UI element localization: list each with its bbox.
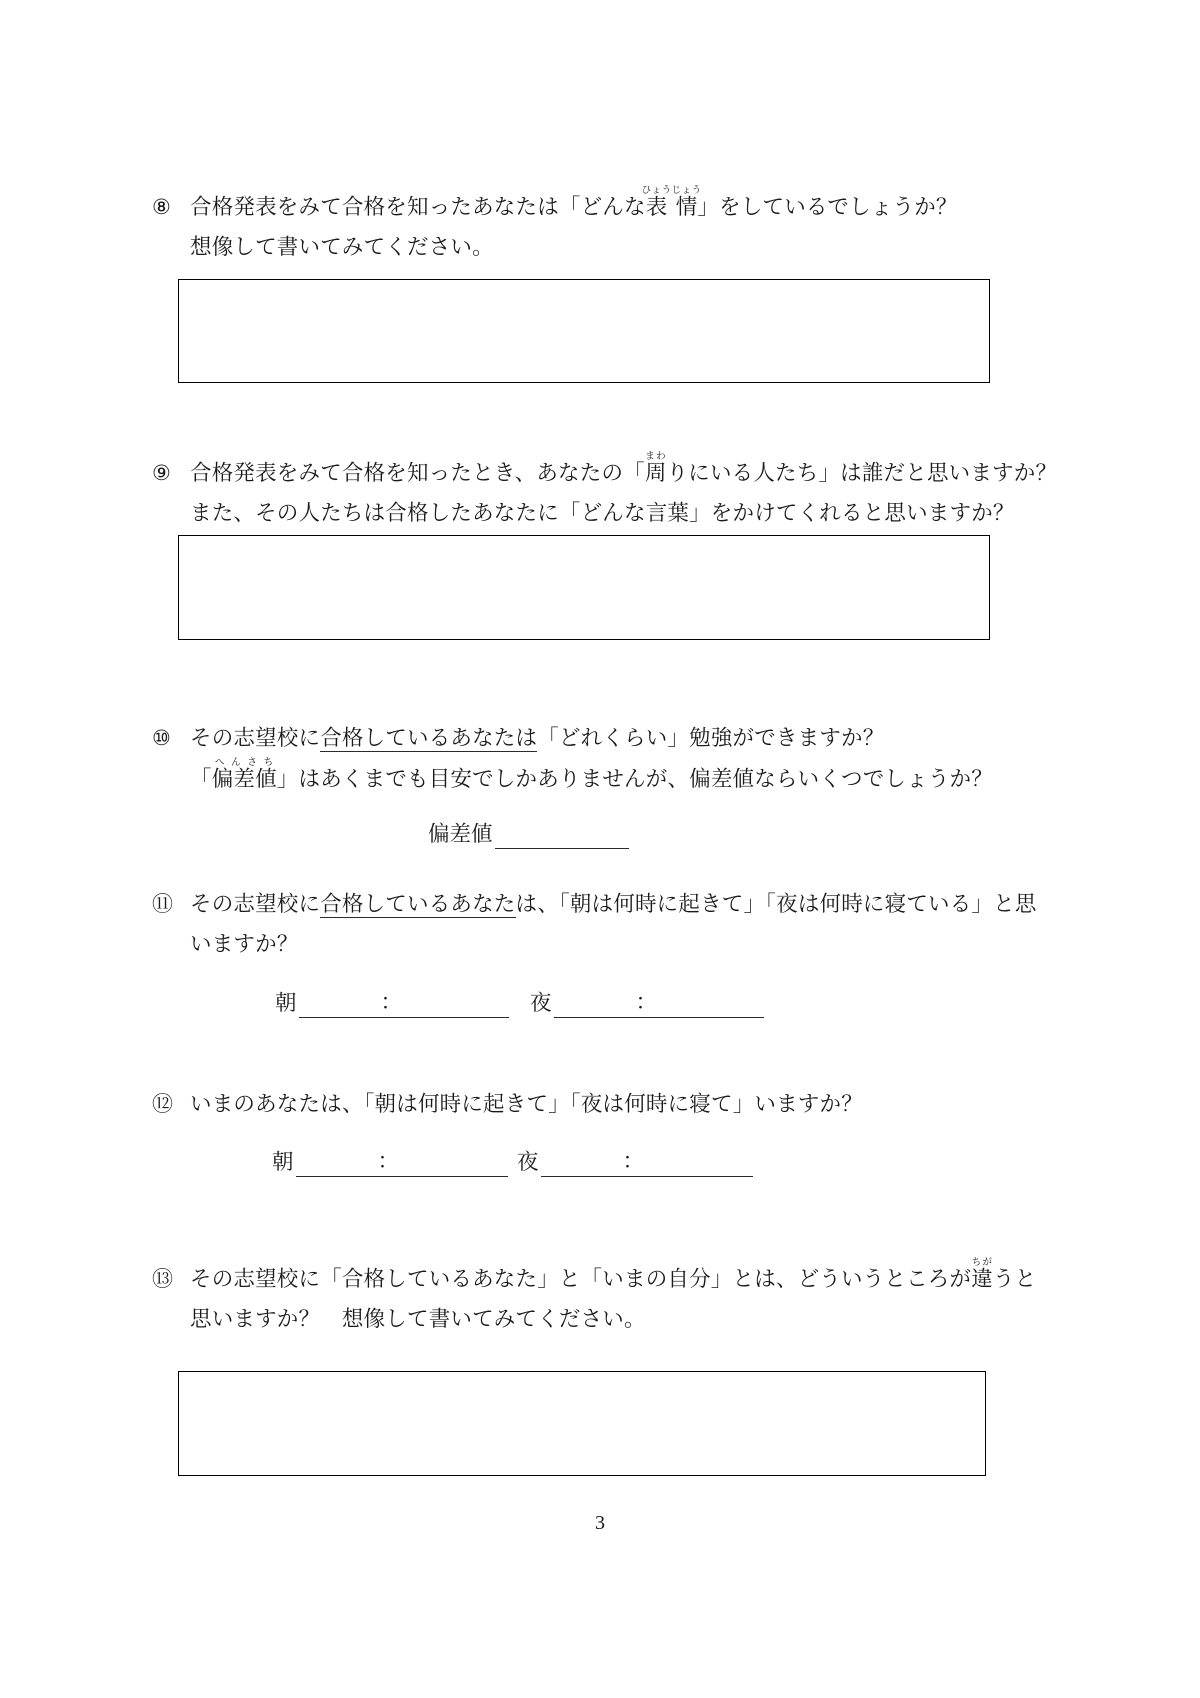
ruby-text-mawari: まわ: [644, 452, 667, 462]
question-10-text-part-c: 「: [190, 767, 212, 791]
answer-box-question-13[interactable]: [178, 1371, 986, 1476]
question-12-morning-row: [272, 1146, 508, 1177]
question-13-number: ⑬: [152, 1267, 174, 1291]
question-8-line-1: [152, 186, 1048, 227]
question-11-line-2: [152, 924, 1048, 964]
ruby-hensachi: [211, 758, 277, 791]
question-12-morning-input-line[interactable]: [296, 1146, 508, 1177]
page-number: 3: [595, 1512, 605, 1534]
ruby-base-hyoujou: 表情: [641, 195, 702, 219]
question-10-text-line-1: [190, 718, 1048, 758]
question-11-underlined-phrase: 合格しているあなた: [320, 892, 516, 916]
question-9-number: ⑨: [152, 461, 172, 485]
question-9-text-line-1: [190, 452, 1057, 493]
question-12-text-line-1: いまのあなたは、「朝は何時に起きて」「夜は何時に寝て」いますか？: [190, 1092, 863, 1116]
question-12-night-input-line[interactable]: [541, 1146, 753, 1177]
question-8-text-part-a: 合格発表をみて合格を知ったあなたは「どんな: [190, 195, 646, 219]
question-block-8: [152, 186, 1048, 267]
question-10-underlined-phrase: 合格しているあなたは: [320, 726, 538, 750]
question-10-line-2: [152, 758, 1048, 799]
question-13-text-part-a: その志望校に「合格しているあなた」と「いまの自分」とは、どういうところが: [190, 1267, 972, 1291]
question-12-night-row: [517, 1146, 753, 1177]
answer-box-question-9[interactable]: [178, 535, 990, 640]
ruby-hyoujou: [641, 186, 702, 219]
question-11-number: ⑪: [152, 892, 174, 916]
question-10-number: ⑩: [152, 726, 172, 750]
question-10-text-part-b: 「どれくらい」勉強ができますか？: [537, 726, 885, 750]
question-10-line-1: [152, 718, 1048, 758]
question-8-line-2: [152, 227, 1048, 267]
question-13-line-1: [152, 1258, 1048, 1299]
ruby-text-hyoujou: ひょうじょう: [641, 186, 702, 196]
question-9-text-part-a: 合格発表をみて合格を知ったとき、あなたの「: [190, 461, 645, 485]
question-block-10: [152, 718, 1048, 799]
question-8-number: ⑧: [152, 195, 172, 219]
question-11-morning-label: 朝: [275, 991, 297, 1015]
question-11-night-colon: ：: [635, 990, 658, 1014]
question-11-night-input-line[interactable]: [554, 987, 764, 1018]
question-13-text-line-2: 思いますか？ 想像して書いてみてください。: [190, 1307, 646, 1331]
question-block-9: [152, 452, 1058, 533]
question-11-night-row: [530, 987, 764, 1018]
question-10-text-part-d: 」はあくまでも目安でしかありませんが、偏差値ならいくつでしょうか？: [276, 767, 993, 791]
question-11-morning-row: [275, 987, 509, 1018]
question-12-night-colon: ：: [622, 1149, 645, 1173]
question-13-line-2: [152, 1299, 1048, 1339]
question-12-morning-label: 朝: [272, 1150, 294, 1174]
question-9-text-line-2: また、その人たちは合格したあなたに「どんな言葉」をかけてくれると思いますか？: [190, 501, 1015, 525]
question-8-text-line-2: 想像して書いてみてください。: [190, 235, 494, 259]
question-11-text-part-b: は、「朝は何時に起きて」「夜は何時に寝ている」と思: [515, 892, 1037, 916]
question-9-line-2: [152, 493, 1048, 533]
question-13-text-line-1: [190, 1258, 1048, 1299]
question-11-text-line-2: いますか？: [190, 932, 299, 956]
answer-box-question-8[interactable]: [178, 279, 990, 383]
question-11-text-part-a: その志望校に: [190, 892, 321, 916]
question-11-morning-colon: ：: [380, 990, 403, 1014]
ruby-base-hensachi: 偏差値: [211, 767, 277, 791]
question-11-morning-input-line[interactable]: [299, 987, 509, 1018]
question-8-text-part-b: 」をしているでしょうか？: [697, 195, 958, 219]
question-block-11: [152, 884, 1048, 964]
question-10-text-part-a: その志望校に: [190, 726, 321, 750]
question-11-line-1: [152, 884, 1048, 924]
question-11-night-label: 夜: [530, 991, 552, 1015]
ruby-base-chigau: 違: [971, 1267, 993, 1291]
ruby-base-mawari: 周: [644, 461, 667, 485]
question-12-night-label: 夜: [517, 1150, 539, 1174]
question-9-text-part-b: りにいる人たち」は誰だと思いますか？: [666, 461, 1058, 485]
hensachi-field-label: 偏差値: [428, 822, 493, 846]
question-12-morning-colon: ：: [377, 1149, 400, 1173]
question-9-line-1: [152, 452, 1058, 493]
question-10-text-line-2: [190, 758, 1048, 799]
question-block-13: [152, 1258, 1048, 1339]
question-11-text-line-1: [190, 884, 1048, 924]
question-13-text-part-b: うと: [992, 1267, 1037, 1291]
question-8-text-line-1: [190, 186, 1048, 227]
ruby-mawari: [644, 452, 667, 485]
question-12-line-1: [152, 1084, 1048, 1124]
ruby-chigau: [971, 1258, 993, 1291]
question-12-number: ⑫: [152, 1092, 174, 1116]
question-block-12: [152, 1084, 1048, 1124]
hensachi-field-row: [428, 818, 629, 849]
ruby-text-hensachi: へんさち: [211, 758, 277, 768]
ruby-text-chigau: ちが: [971, 1258, 993, 1268]
hensachi-input-line[interactable]: [495, 818, 629, 849]
